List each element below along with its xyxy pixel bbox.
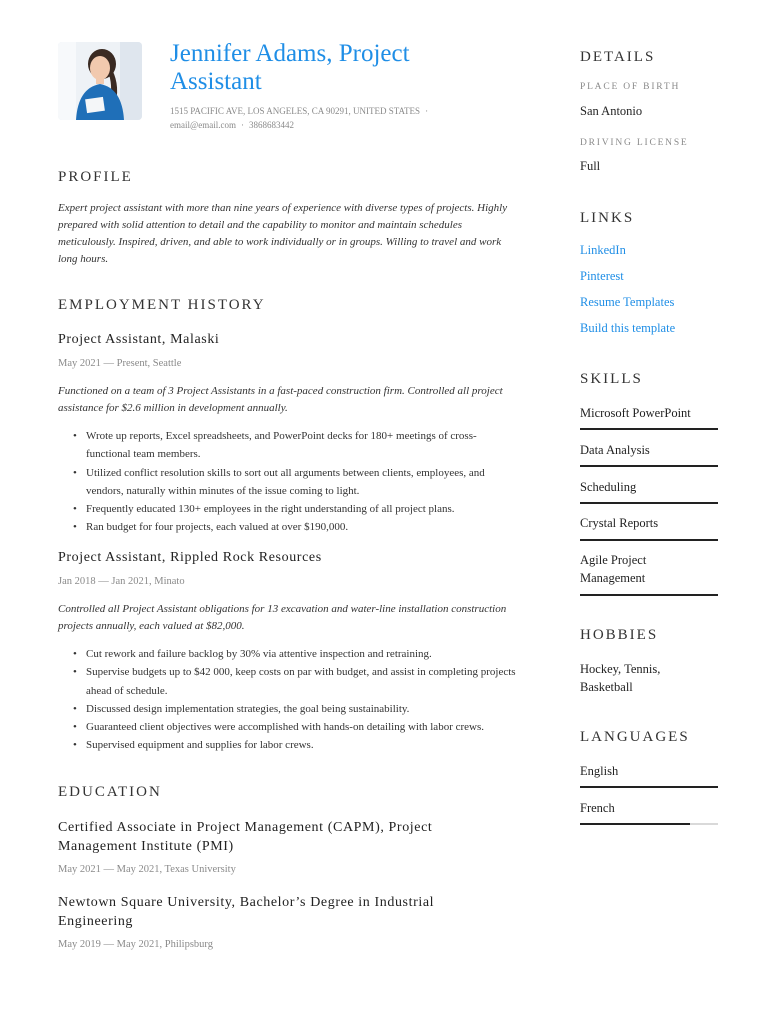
hobbies-text: Hockey, Tennis, Basketball [580, 662, 661, 694]
job-summary: Controlled all Project Assistant obligations for 13 excavation and water-line installation construction projects annually, each valued at $82,000. [58, 603, 507, 632]
list-item: • Cut rework and failure backlog by 30% via attentive inspection and retraining. [58, 645, 518, 663]
language-level-bar [580, 823, 718, 825]
list-item: • Supervise budgets up to $42 000, keep costs on par with budget, and assist in completing projects ahead of schedule. [58, 663, 518, 700]
profile-text: Expert project assistant with more than nine years of experience with diverse types of projects. Highly prepared with solid attention to detail and the capability to monitor and maintain schedules meticulously. Inspired, driven, and able to work individually or in groups. Willing to travel and work long hours. [58, 202, 508, 265]
separator: · [241, 120, 245, 130]
skill-level-fill [580, 539, 718, 541]
job-summary: Functioned on a team of 3 Project Assistants in a fast-paced construction firm. Controlled all project assistance for $2.6 million in development annually. [58, 385, 503, 414]
list-item: • Ran budget for four projects, each valued at over $190,000. [58, 518, 518, 536]
license-value: Full [580, 159, 601, 173]
skill-name: Crystal Reports [580, 516, 659, 530]
skill-name: Microsoft PowerPoint [580, 406, 691, 420]
skill-level-fill [580, 594, 718, 596]
link-linkedin[interactable]: LinkedIn [580, 243, 626, 257]
skill-level-fill [580, 502, 718, 504]
skills-heading: SKILLS [580, 371, 643, 387]
birth-value: San Antonio [580, 104, 643, 118]
profile-heading: PROFILE [58, 169, 133, 185]
language-name: French [580, 801, 615, 815]
profile-photo [58, 42, 142, 120]
list-item: • Frequently educated 130+ employees in the right understanding of all project plans. [58, 500, 518, 518]
skill-level-bar [580, 465, 718, 467]
skill-name: Scheduling [580, 480, 637, 494]
skill-level-bar [580, 428, 718, 430]
languages-heading: LANGUAGES [580, 729, 690, 745]
link-pinterest[interactable]: Pinterest [580, 269, 624, 283]
skill-level-fill [580, 465, 718, 467]
hobbies-heading: HOBBIES [580, 627, 659, 643]
skill-name: Data Analysis [580, 443, 650, 457]
list-item: • Wrote up reports, Excel spreadsheets, and PowerPoint decks for 180+ meetings of cross-functional team members. [58, 427, 518, 464]
job-bullets [58, 427, 518, 537]
job-bullets [58, 645, 518, 755]
education-meta: May 2021 — May 2021, Texas University [58, 864, 236, 875]
person-photo-icon [58, 42, 142, 120]
language-level-bar [580, 786, 718, 788]
details-heading: DETAILS [580, 49, 656, 65]
list-item: • Guaranteed client objectives were accomplished with hands-on detailing with labor crews. [58, 718, 518, 736]
contact-info [170, 104, 500, 132]
birth-label: PLACE OF BIRTH [580, 82, 681, 92]
job-meta: Jan 2018 — Jan 2021, Minato [58, 576, 185, 587]
skill-level-fill [580, 428, 718, 430]
license-label: DRIVING LICENSE [580, 138, 689, 148]
language-name: English [580, 764, 619, 778]
candidate-name: Jennifer Adams, Project Assistant [170, 40, 410, 95]
job-meta: May 2021 — Present, Seattle [58, 358, 182, 369]
links-heading: LINKS [580, 210, 635, 226]
skill-level-bar [580, 502, 718, 504]
skill-level-bar [580, 539, 718, 541]
address: 1515 PACIFIC AVE, LOS ANGELES, CA 90291, UNITED STATES [170, 106, 421, 116]
skill-name: Agile Project Management [580, 553, 647, 585]
list-item: • Supervised equipment and supplies for labor crews. [58, 736, 518, 754]
link-resume-templates[interactable]: Resume Templates [580, 295, 675, 309]
list-item: • Utilized conflict resolution skills to sort out all arguments between clients, employees, and vendors, naturally within minutes of the issue coming to light. [58, 464, 518, 501]
email[interactable]: email@email.com [170, 120, 237, 130]
link-build-template[interactable]: Build this template [580, 321, 676, 335]
employment-heading: EMPLOYMENT HISTORY [58, 297, 266, 313]
education-heading: EDUCATION [58, 784, 162, 800]
job-title: Project Assistant, Malaski [58, 332, 220, 347]
language-level-fill [580, 786, 718, 788]
list-item: • Discussed design implementation strategies, the goal being sustainability. [58, 700, 518, 718]
education-title: Newtown Square University, Bachelor’s Degree in Industrial Engineering [58, 895, 435, 929]
education-meta: May 2019 — May 2021, Philipsburg [58, 939, 213, 950]
skill-level-bar [580, 594, 718, 596]
education-title: Certified Associate in Project Management (CAPM), Project Management Institute (PMI) [58, 820, 433, 854]
job-title: Project Assistant, Rippled Rock Resources [58, 550, 322, 565]
separator: · [425, 106, 429, 116]
phone[interactable]: 3868683442 [249, 120, 295, 130]
language-level-fill [580, 823, 690, 825]
